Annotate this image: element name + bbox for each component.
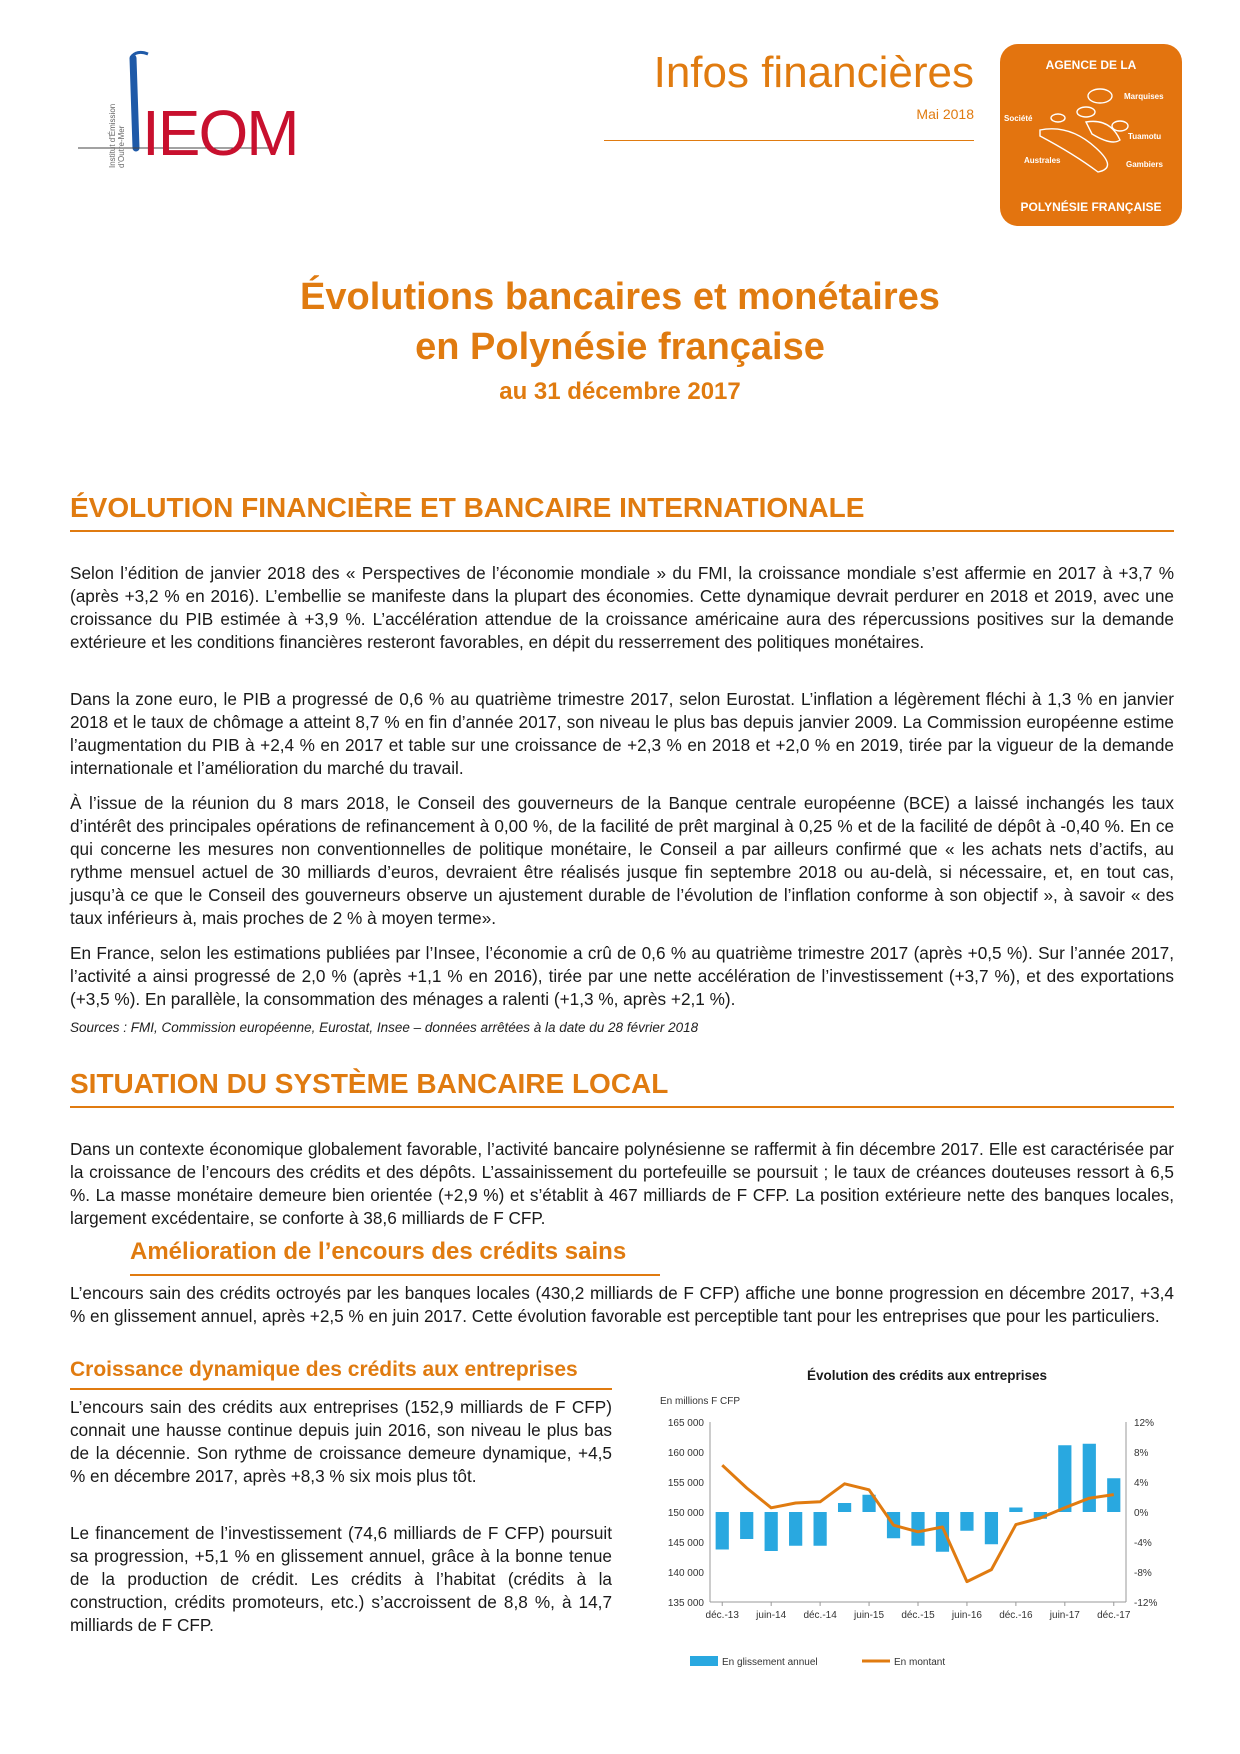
badge-island-marquises: Marquises xyxy=(1124,92,1164,101)
ieom-logo xyxy=(78,48,328,198)
chart-title: Évolution des crédits aux entreprises xyxy=(806,1368,1048,1383)
chart-bar xyxy=(1058,1445,1071,1512)
logo-subtitle xyxy=(108,98,126,168)
paragraph-local-overview: Dans un contexte économique globalement favorable, l’activité bancaire polynésienne se raffermit à fin décembre 2017. Elle est caractérisée par la croissance de l’encours des crédits et des dépôts. L’assainissement du portefeuille se poursuit ; le taux de créances douteuses ressort à 6,5 %. La masse monétaire demeure bien orientée (+2,9 %) et s’établit à 467 milliards de F CFP. La position extérieure nette des banques locales, largement excédentaire, se conforte à 38,6 milliards de F CFP. xyxy=(70,1139,1174,1228)
right-axis-tick-label: -12% xyxy=(1134,1598,1158,1609)
right-axis-tick-label: -8% xyxy=(1134,1568,1152,1579)
chart-bar xyxy=(1083,1444,1096,1512)
document-title-line2: en Polynésie française xyxy=(415,326,825,368)
subsection-divider-entreprises xyxy=(70,1388,612,1390)
section-heading-international: ÉVOLUTION FINANCIÈRE ET BANCAIRE INTERNATIONALE xyxy=(70,492,865,523)
chart-bar xyxy=(936,1512,949,1552)
x-axis-tick-label: déc.-17 xyxy=(1097,1610,1131,1621)
legend-label-montant: En montant xyxy=(894,1657,946,1668)
chart-bar xyxy=(838,1503,851,1512)
paragraph-bce: À l’issue de la réunion du 8 mars 2018, le Conseil des gouverneurs de la Banque centrale européenne (BCE) a laissé inchangés les taux d’intérêt des principales opérations de refinancement à 0,00 %, de la facilité de prêt marginal à 0,25 % et de la facilité de dépôt à -0,40 %. En ce qui concerne les mesures non conventionnelles de politique monétaire, le Conseil a par ailleurs confirmé que « les achats nets d’actifs, au rythme mensuel actuel de 30 milliards d’euros, devraient être réalisés jusque fin septembre 2018 ou au-delà, si nécessaire, et, en tout cas, jusqu’à ce que le Conseil des gouverneurs observe un ajustement durable de l’évolution de l’inflation conforme à son objectif », à savoir « des taux inférieurs à, mais proches de 2 % à moyen terme». xyxy=(70,793,1174,928)
left-axis-tick-label: 140 000 xyxy=(667,1568,704,1579)
x-axis-tick-label: déc.-13 xyxy=(705,1610,739,1621)
paragraph-entreprises: L’encours sain des crédits aux entreprises (152,9 milliards de F CFP) connait une hausse continue depuis juin 2016, son niveau le plus bas de la décennie. Son rythme de croissance demeure dynamique, +4,5 % en décembre 2017, après +8,3 % six mois plus tôt. xyxy=(70,1397,612,1486)
logo-subtitle-line2: d'Outre-Mer xyxy=(117,125,126,168)
sources-note: Sources : FMI, Commission européenne, Eurostat, Insee – données arrêtées à la date du 28 février 2018 xyxy=(70,1020,699,1035)
x-axis-tick-label: déc.-14 xyxy=(803,1610,837,1621)
right-axis-tick-label: 4% xyxy=(1134,1478,1149,1489)
x-axis-tick-label: déc.-15 xyxy=(901,1610,935,1621)
logo-subtitle-line1: Institut d'Émission xyxy=(108,103,117,168)
badge-bottom-label: POLYNÉSIE FRANÇAISE xyxy=(1020,200,1162,214)
right-axis-tick-label: 12% xyxy=(1134,1418,1155,1429)
logo-text: IEOM xyxy=(142,97,298,169)
left-axis-tick-label: 160 000 xyxy=(667,1448,704,1459)
badge-island-tuamotu: Tuamotu xyxy=(1128,132,1162,141)
agency-badge xyxy=(1000,44,1182,226)
document-title-line1: Évolutions bancaires et monétaires xyxy=(300,276,940,318)
chart-bar xyxy=(814,1512,827,1546)
paragraph-credits-sains: L’encours sain des crédits octroyés par les banques locales (430,2 milliards de F CFP) affiche une bonne progression en décembre 2017, +3,4 % en glissement annuel, après +2,5 % en juin 2017. Cette évolution favorable est perceptible tant pour les entreprises que pour les particuliers. xyxy=(70,1283,1174,1326)
document-title-line3: au 31 décembre 2017 xyxy=(499,378,741,405)
badge-island-australes: Australes xyxy=(1024,156,1061,165)
x-axis-tick-label: déc.-16 xyxy=(999,1610,1033,1621)
publication-title: Infos financières xyxy=(653,48,974,97)
section-heading-local: SITUATION DU SYSTÈME BANCAIRE LOCAL xyxy=(70,1068,669,1099)
chart-bar xyxy=(1009,1508,1022,1513)
credits-chart xyxy=(640,1386,1194,1690)
left-axis-tick-label: 165 000 xyxy=(667,1418,704,1429)
chart-bar xyxy=(765,1512,778,1551)
paragraph-france: En France, selon les estimations publiées par l’Insee, l’économie a crû de 0,6 % au quatrième trimestre 2017 (après +0,5 %). Sur l’année 2017, l’activité a ainsi progressé de 2,0 % (après +1,1 % en 2016), tirée par une nette accélération de l’investissement (+3,7 %), et des exportations (+3,5 %). En parallèle, la consommation des ménages a ralenti (+1,3 %, après +2,1 %). xyxy=(70,943,1174,1009)
legend-swatch-glissement xyxy=(690,1656,718,1666)
x-axis-tick-label: juin-15 xyxy=(854,1610,885,1621)
section-divider-international xyxy=(70,530,1174,532)
chart-unit-label: En millions F CFP xyxy=(660,1396,741,1407)
paragraph-zone-euro: Dans la zone euro, le PIB a progressé de 0,6 % au quatrième trimestre 2017, selon Eurostat. L’inflation a légèrement fléchi à 1,3 % en janvier 2018 et le taux de chômage a atteint 8,7 % en fin d’année 2017, son niveau le plus bas depuis janvier 2009. La Commission européenne estime l’augmentation du PIB à +2,4 % en 2017 et table sur une croissance de +2,3 % en 2018 et +2,0 % en 2019, tirée par la vigueur de la demande internationale et l’amélioration du marché du travail. xyxy=(70,689,1174,778)
header-divider xyxy=(604,140,974,141)
chart-bar xyxy=(789,1512,802,1546)
x-axis-tick-label: juin-14 xyxy=(756,1610,787,1621)
right-axis-tick-label: 8% xyxy=(1134,1448,1149,1459)
left-axis-tick-label: 155 000 xyxy=(667,1478,704,1489)
x-axis-tick-label: juin-16 xyxy=(951,1610,982,1621)
legend-label-glissement: En glissement annuel xyxy=(722,1657,818,1668)
chart-bar xyxy=(985,1512,998,1544)
badge-island-gambiers: Gambiers xyxy=(1126,160,1163,169)
paragraph-fmi: Selon l’édition de janvier 2018 des « Perspectives de l’économie mondiale » du FMI, la croissance mondiale s’est affermie en 2017 à +3,7 % (après +3,2 % en 2016). L’embellie se manifeste dans la plupart des économies. Cette dynamique devrait perdurer en 2018 et 2019, avec une croissance du PIB estimée à +3,9 %. L’accélération attendue de la croissance américaine aura des répercussions positives sur la demande extérieure et les conditions financières resteront favorables, en dépit du resserrement des politiques monétaires. xyxy=(70,563,1174,652)
subsection-divider-credits xyxy=(130,1274,660,1276)
badge-island-societe: Société xyxy=(1004,114,1033,123)
left-axis-tick-label: 135 000 xyxy=(667,1598,704,1609)
right-axis-tick-label: -4% xyxy=(1134,1538,1152,1549)
right-axis-tick-label: 0% xyxy=(1134,1508,1149,1519)
left-axis-tick-label: 145 000 xyxy=(667,1538,704,1549)
chart-bar xyxy=(716,1512,729,1550)
subsection-heading-credits: Amélioration de l’encours des crédits sains xyxy=(130,1238,627,1265)
badge-top-label: AGENCE DE LA xyxy=(1045,58,1137,72)
section-divider-local xyxy=(70,1106,1174,1108)
chart-bar xyxy=(740,1512,753,1539)
chart-bar xyxy=(911,1512,924,1546)
subsection-heading-entreprises: Croissance dynamique des crédits aux entreprises xyxy=(70,1358,578,1381)
publication-date: Mai 2018 xyxy=(916,106,974,122)
paragraph-investissement: Le financement de l’investissement (74,6 milliards de F CFP) poursuit sa progression, +5,1 % en glissement annuel, grâce à la bonne tenue de la production de crédit. Les crédits à l’habitat (crédits à la construction, crédits promoteurs, etc.) s’accroissent de 8,8 %, à 14,7 milliards de F CFP. xyxy=(70,1523,612,1635)
x-axis-tick-label: juin-17 xyxy=(1049,1610,1080,1621)
chart-bar xyxy=(960,1512,973,1531)
left-axis-tick-label: 150 000 xyxy=(667,1508,704,1519)
